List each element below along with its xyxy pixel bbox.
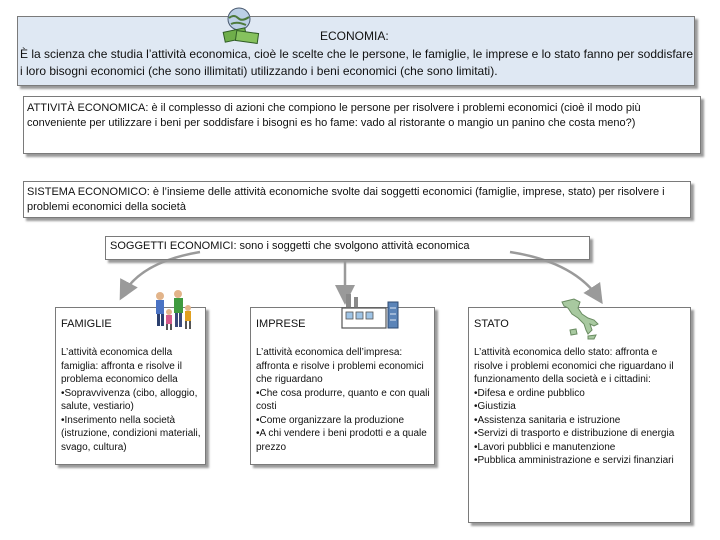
economia-definition: È la scienza che studia l’attività economica, cioè le scelte che le persone, le famiglie, le imprese e lo stato fanno per soddisfare i loro bisogni economici (che sono illimitati) utilizzando i beni economici (che sono limitati). xyxy=(20,47,694,78)
stato-line: L’attività economica dello stato: affronta e risolve i problemi economici che riguardano il funzionamento della società e i cittadini: xyxy=(474,347,674,385)
famiglie-title: FAMIGLIE xyxy=(61,318,112,330)
economia-title: ECONOMIA: xyxy=(320,29,389,43)
stato-line: •Giustizia xyxy=(474,401,516,412)
imprese-line: •Che cosa produrre, quanto e con quali costi xyxy=(256,387,430,412)
stato-line: •Lavori pubblici e manutenzione xyxy=(474,441,616,453)
famiglie-line: •Inserimento nella società (istruzione, condizioni materiali, svago, cultura) xyxy=(61,414,201,453)
stato-line: •Pubblica amministrazione e servizi finanziari xyxy=(474,455,674,466)
italy-map-icon xyxy=(558,296,602,340)
soggetti-economici-text: SOGGETTI ECONOMICI: sono i soggetti che svolgono attività economica xyxy=(110,240,470,252)
stato-description xyxy=(474,346,686,468)
stato-line: •Difesa e ordine pubblico xyxy=(474,387,585,399)
stato-line: •Servizi di trasporto e distribuzione di energia xyxy=(474,428,675,439)
stato-line: •Assistenza sanitaria e istruzione xyxy=(474,414,621,426)
imprese-line: •Come organizzare la produzione xyxy=(256,414,405,426)
sistema-economico-text: SISTEMA ECONOMICO: è l’insieme delle attività economiche svolte dai soggetti economici (famiglie, imprese, stato) per risolvere i problemi economici della società xyxy=(27,186,665,213)
imprese-line: •A chi vendere i beni prodotti e a quale prezzo xyxy=(256,428,427,453)
famiglie-line: L’attività economica della famiglia: affronta e risolve il problema economico della xyxy=(61,347,182,385)
famiglie-description xyxy=(61,346,201,454)
factory-icon xyxy=(340,292,402,332)
stato-title: STATO xyxy=(474,318,509,330)
attivita-economica-text: ATTIVITÀ ECONOMICA: è il complesso di azioni che compiono le persone per risolvere i problemi economici (cioè il modo più conveniente per utilizzare i beni per soddisfare i bisogni es ho fame: vado al ristorante o mangio un panino che costa meno?) xyxy=(27,102,641,129)
imprese-title: IMPRESE xyxy=(256,318,306,330)
imprese-description xyxy=(256,346,430,454)
imprese-line: L’attività economica dell’impresa: affronta e risolve i problemi economici che riguardano xyxy=(256,347,424,385)
famiglie-line: •Sopravvivenza (cibo, alloggio, salute, vestiario) xyxy=(61,387,198,412)
family-icon xyxy=(148,288,196,338)
globe-money-icon xyxy=(222,4,262,44)
